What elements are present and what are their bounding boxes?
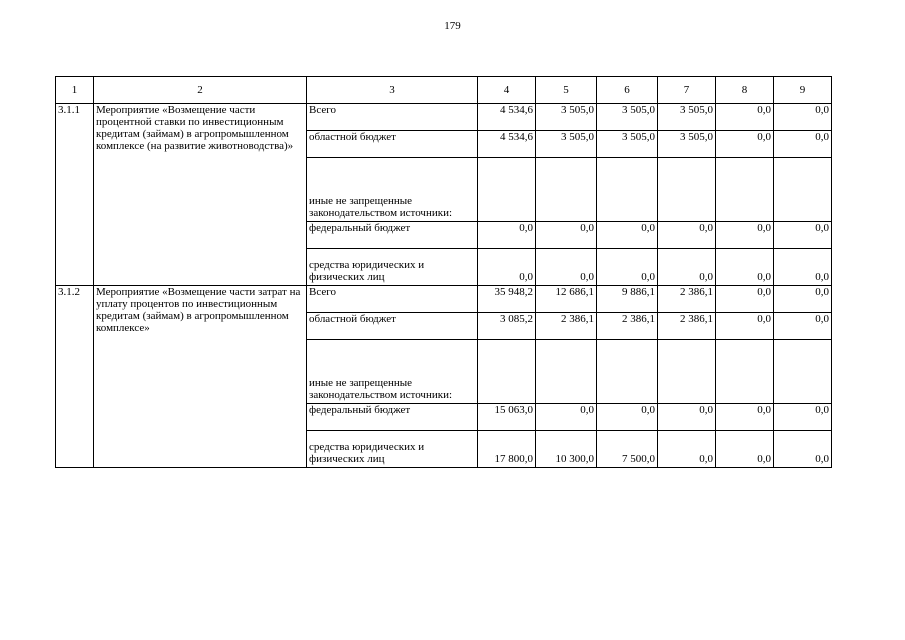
amount-cell: 17 800,0 (478, 431, 536, 468)
amount-cell: 10 300,0 (536, 431, 597, 468)
amount-cell: 0,0 (774, 404, 832, 431)
funding-source: федеральный бюджет (307, 222, 478, 249)
measure-code: 3.1.2 (56, 286, 94, 468)
amount-cell: 15 063,0 (478, 404, 536, 431)
funding-source: средства юридических и физических лиц (307, 431, 478, 468)
amount-cell: 3 505,0 (597, 131, 658, 158)
amount-cell: 0,0 (774, 131, 832, 158)
measure-description: Мероприятие «Возмещение части затрат на уплату процентов по инвестиционным кредитам (займам) в агропромышленном комплексе» (94, 286, 307, 468)
amount-cell: 0,0 (716, 131, 774, 158)
header-cell: 3 (307, 77, 478, 104)
amount-cell: 0,0 (597, 222, 658, 249)
funding-source: Всего (307, 286, 478, 313)
amount-cell: 2 386,1 (536, 313, 597, 340)
amount-cell: 3 505,0 (536, 104, 597, 131)
amount-cell (536, 158, 597, 222)
amount-cell: 7 500,0 (597, 431, 658, 468)
amount-cell: 0,0 (716, 286, 774, 313)
table-row (56, 104, 832, 131)
header-cell: 6 (597, 77, 658, 104)
amount-cell: 0,0 (774, 249, 832, 286)
amount-cell: 0,0 (774, 313, 832, 340)
amount-cell (658, 158, 716, 222)
header-cell: 4 (478, 77, 536, 104)
amount-cell: 4 534,6 (478, 131, 536, 158)
amount-cell: 2 386,1 (658, 313, 716, 340)
amount-cell: 0,0 (774, 222, 832, 249)
amount-cell: 3 505,0 (597, 104, 658, 131)
amount-cell (478, 340, 536, 404)
amount-cell: 0,0 (716, 249, 774, 286)
measure-code: 3.1.1 (56, 104, 94, 286)
header-cell: 2 (94, 77, 307, 104)
amount-cell: 0,0 (774, 104, 832, 131)
amount-cell: 9 886,1 (597, 286, 658, 313)
amount-cell: 3 505,0 (536, 131, 597, 158)
amount-cell: 3 505,0 (658, 104, 716, 131)
amount-cell: 0,0 (478, 222, 536, 249)
amount-cell (716, 340, 774, 404)
header-cell: 7 (658, 77, 716, 104)
table-row (56, 286, 832, 313)
amount-cell (716, 158, 774, 222)
funding-source: областной бюджет (307, 131, 478, 158)
amount-cell: 3 505,0 (658, 131, 716, 158)
header-cell: 1 (56, 77, 94, 104)
amount-cell: 0,0 (597, 249, 658, 286)
header-cell: 9 (774, 77, 832, 104)
funding-source: федеральный бюджет (307, 404, 478, 431)
amount-cell: 0,0 (774, 431, 832, 468)
amount-cell (478, 158, 536, 222)
amount-cell: 0,0 (658, 431, 716, 468)
amount-cell: 0,0 (774, 286, 832, 313)
amount-cell: 0,0 (716, 313, 774, 340)
funding-source: иные не запрещенные законодательством источники: (307, 158, 478, 222)
header-cell: 5 (536, 77, 597, 104)
amount-cell (774, 158, 832, 222)
funding-source: иные не запрещенные законодательством источники: (307, 340, 478, 404)
amount-cell: 12 686,1 (536, 286, 597, 313)
amount-cell: 2 386,1 (658, 286, 716, 313)
amount-cell: 0,0 (658, 404, 716, 431)
budget-table (55, 76, 832, 468)
amount-cell: 0,0 (597, 404, 658, 431)
amount-cell: 0,0 (716, 404, 774, 431)
amount-cell: 0,0 (536, 222, 597, 249)
funding-source: Всего (307, 104, 478, 131)
funding-source: средства юридических и физических лиц (307, 249, 478, 286)
header-row (56, 77, 832, 104)
header-cell: 8 (716, 77, 774, 104)
amount-cell: 2 386,1 (597, 313, 658, 340)
amount-cell: 0,0 (716, 222, 774, 249)
amount-cell (774, 340, 832, 404)
amount-cell: 0,0 (536, 249, 597, 286)
amount-cell (658, 340, 716, 404)
amount-cell: 3 085,2 (478, 313, 536, 340)
amount-cell: 0,0 (478, 249, 536, 286)
page-number: 179 (444, 20, 461, 32)
measure-description: Мероприятие «Возмещение части процентной ставки по инвестиционным кредитам (займам) в агропромышленном комплексе (на развитие животноводства)» (94, 104, 307, 286)
amount-cell: 0,0 (658, 249, 716, 286)
amount-cell: 0,0 (716, 104, 774, 131)
amount-cell (597, 158, 658, 222)
amount-cell: 35 948,2 (478, 286, 536, 313)
amount-cell: 4 534,6 (478, 104, 536, 131)
amount-cell: 0,0 (716, 431, 774, 468)
amount-cell: 0,0 (658, 222, 716, 249)
amount-cell (597, 340, 658, 404)
amount-cell: 0,0 (536, 404, 597, 431)
funding-source: областной бюджет (307, 313, 478, 340)
amount-cell (536, 340, 597, 404)
